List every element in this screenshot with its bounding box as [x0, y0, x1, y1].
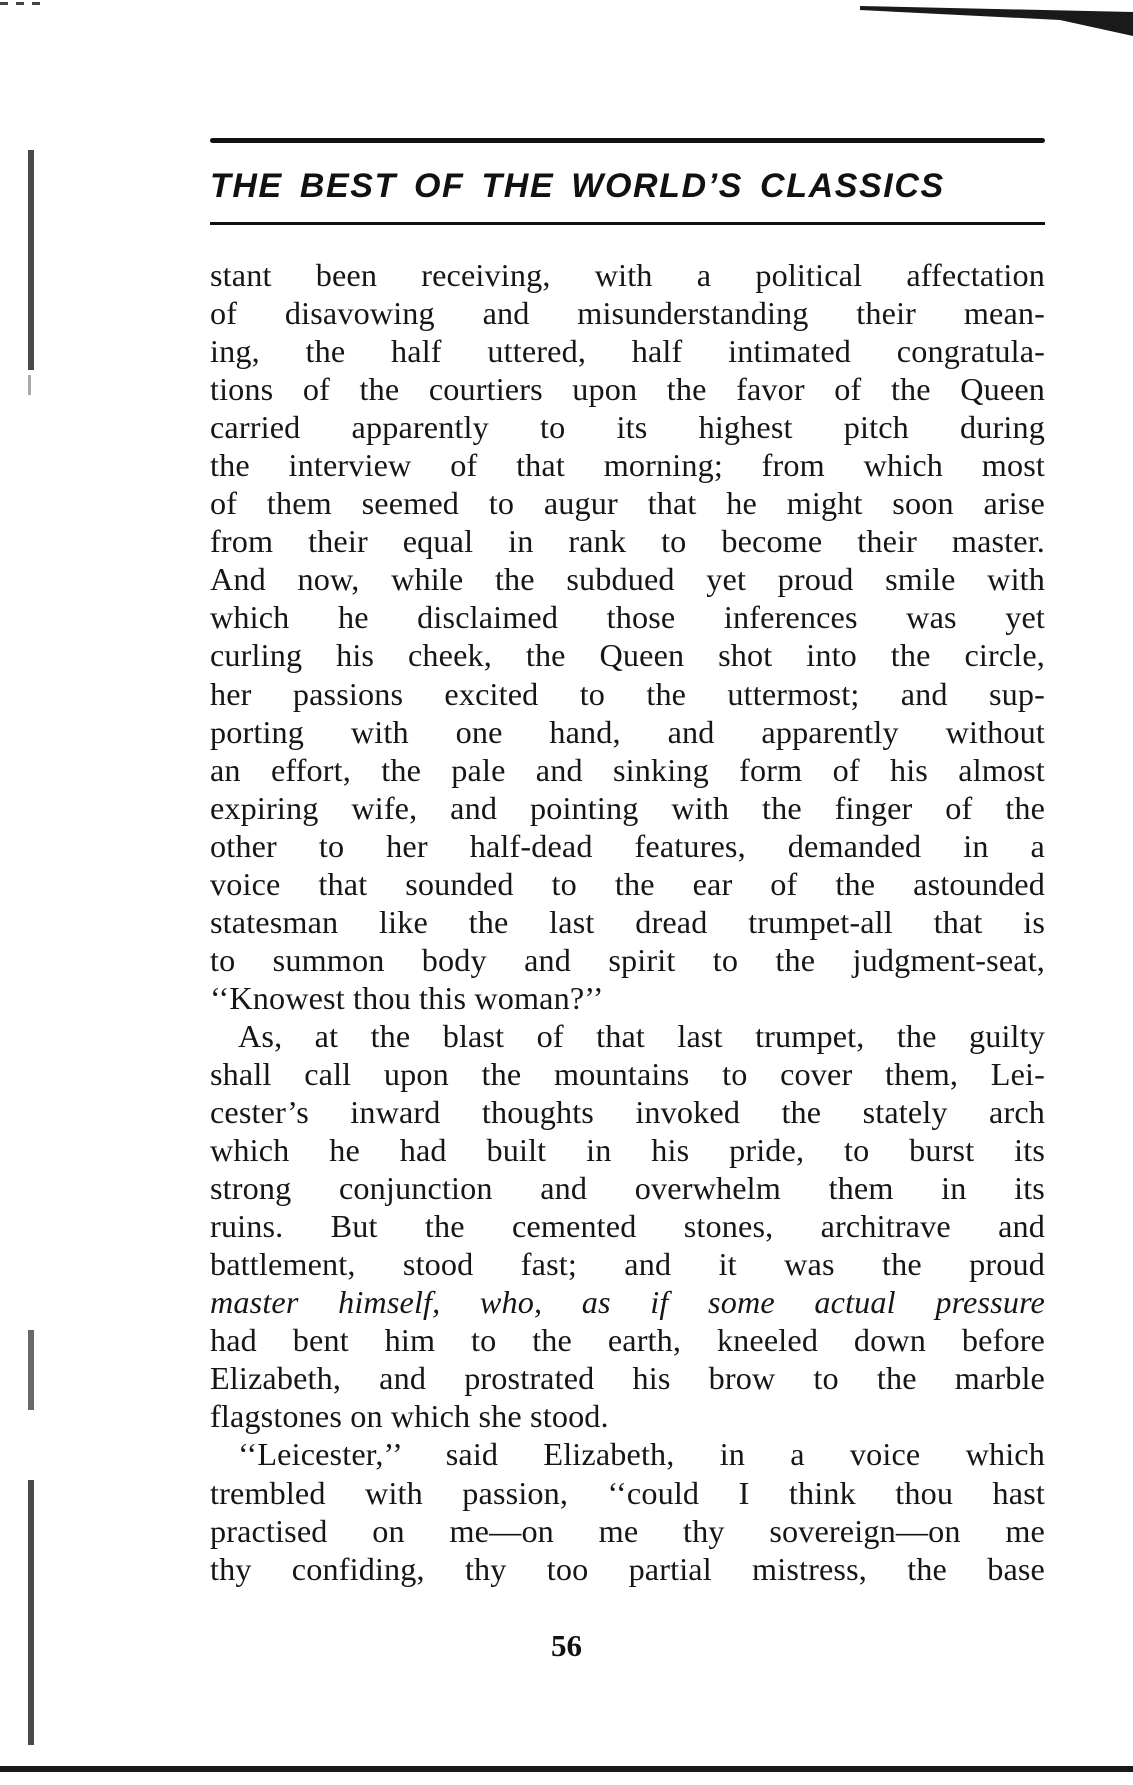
body-text	[210, 256, 1045, 1588]
running-head: THE BEST OF THE WORLD’S CLASSICS	[210, 166, 945, 205]
header-rule-bottom	[210, 222, 1045, 225]
text-line: carried apparently to its highest pitch during	[210, 409, 1045, 446]
text-line: battlement, stood fast; and it was the proud	[210, 1246, 1045, 1283]
text-line: an effort, the pale and sinking form of his almost	[210, 751, 1045, 788]
text-line: strong conjunction and overwhelm them in its	[210, 1170, 1045, 1207]
text-line: which he had built in his pride, to burst its	[210, 1132, 1045, 1169]
text-line: other to her half-dead features, demanded in a	[210, 827, 1045, 864]
text-line: of disavowing and misunderstanding their mean-	[210, 295, 1045, 332]
text-line: had bent him to the earth, kneeled down before	[210, 1322, 1045, 1359]
text-line: curling his cheek, the Queen shot into the circle,	[210, 637, 1045, 674]
text-line: from their equal in rank to become their master.	[210, 523, 1045, 560]
scan-artifact-edge	[28, 375, 31, 395]
scan-artifact-bottom	[0, 1766, 1133, 1772]
scan-artifact-edge	[28, 1480, 34, 1745]
text-line: cester’s inward thoughts invoked the stately arch	[210, 1094, 1045, 1131]
scan-artifact-edge	[28, 150, 34, 370]
scan-artifact-corner	[0, 2, 40, 5]
text-line: practised on me—on me thy sovereign—on me	[210, 1512, 1045, 1549]
text-line: expiring wife, and pointing with the finger of the	[210, 789, 1045, 826]
scan-artifact-top	[860, 6, 1133, 36]
text-line: which he disclaimed those inferences was yet	[210, 599, 1045, 636]
text-line: her passions excited to the uttermost; and sup-	[210, 675, 1045, 712]
text-line: ing, the half uttered, half intimated congratula-	[210, 333, 1045, 370]
paragraph	[210, 1017, 1045, 1436]
text-line: And now, while the subdued yet proud smile with	[210, 561, 1045, 598]
text-line: of them seemed to augur that he might soon arise	[210, 485, 1045, 522]
text-line: master himself, who, as if some actual pressure	[210, 1284, 1045, 1321]
text-line: shall call upon the mountains to cover them, Lei-	[210, 1055, 1045, 1092]
text-line: to summon body and spirit to the judgment-seat,	[210, 941, 1045, 978]
text-line: As, at the blast of that last trumpet, the guilty	[238, 1017, 1045, 1054]
text-line: ruins. But the cemented stones, architrave and	[210, 1208, 1045, 1245]
text-line: ‘‘Leicester,’’ said Elizabeth, in a voice which	[238, 1436, 1045, 1473]
text-line: porting with one hand, and apparently without	[210, 713, 1045, 750]
text-line: the interview of that morning; from which most	[210, 447, 1045, 484]
paragraph	[210, 1435, 1045, 1587]
header-rule-top	[210, 138, 1045, 143]
text-line: tions of the courtiers upon the favor of the Queen	[210, 371, 1045, 408]
text-line: statesman like the last dread trumpet-all that is	[210, 903, 1045, 940]
text-line: thy confiding, thy too partial mistress, the base	[210, 1550, 1045, 1587]
text-line: voice that sounded to the ear of the astounded	[210, 865, 1045, 902]
text-line: ‘‘Knowest thou this woman?’’	[210, 979, 604, 1016]
paragraph	[210, 256, 1045, 1017]
page-number: 56	[551, 1628, 582, 1663]
text-line: flagstones on which she stood.	[210, 1398, 609, 1435]
text-line: trembled with passion, ‘‘could I think thou hast	[210, 1474, 1045, 1511]
scan-artifact-edge	[28, 1330, 34, 1410]
text-line: stant been receiving, with a political affectation	[210, 257, 1045, 293]
text-line: Elizabeth, and prostrated his brow to the marble	[210, 1360, 1045, 1397]
